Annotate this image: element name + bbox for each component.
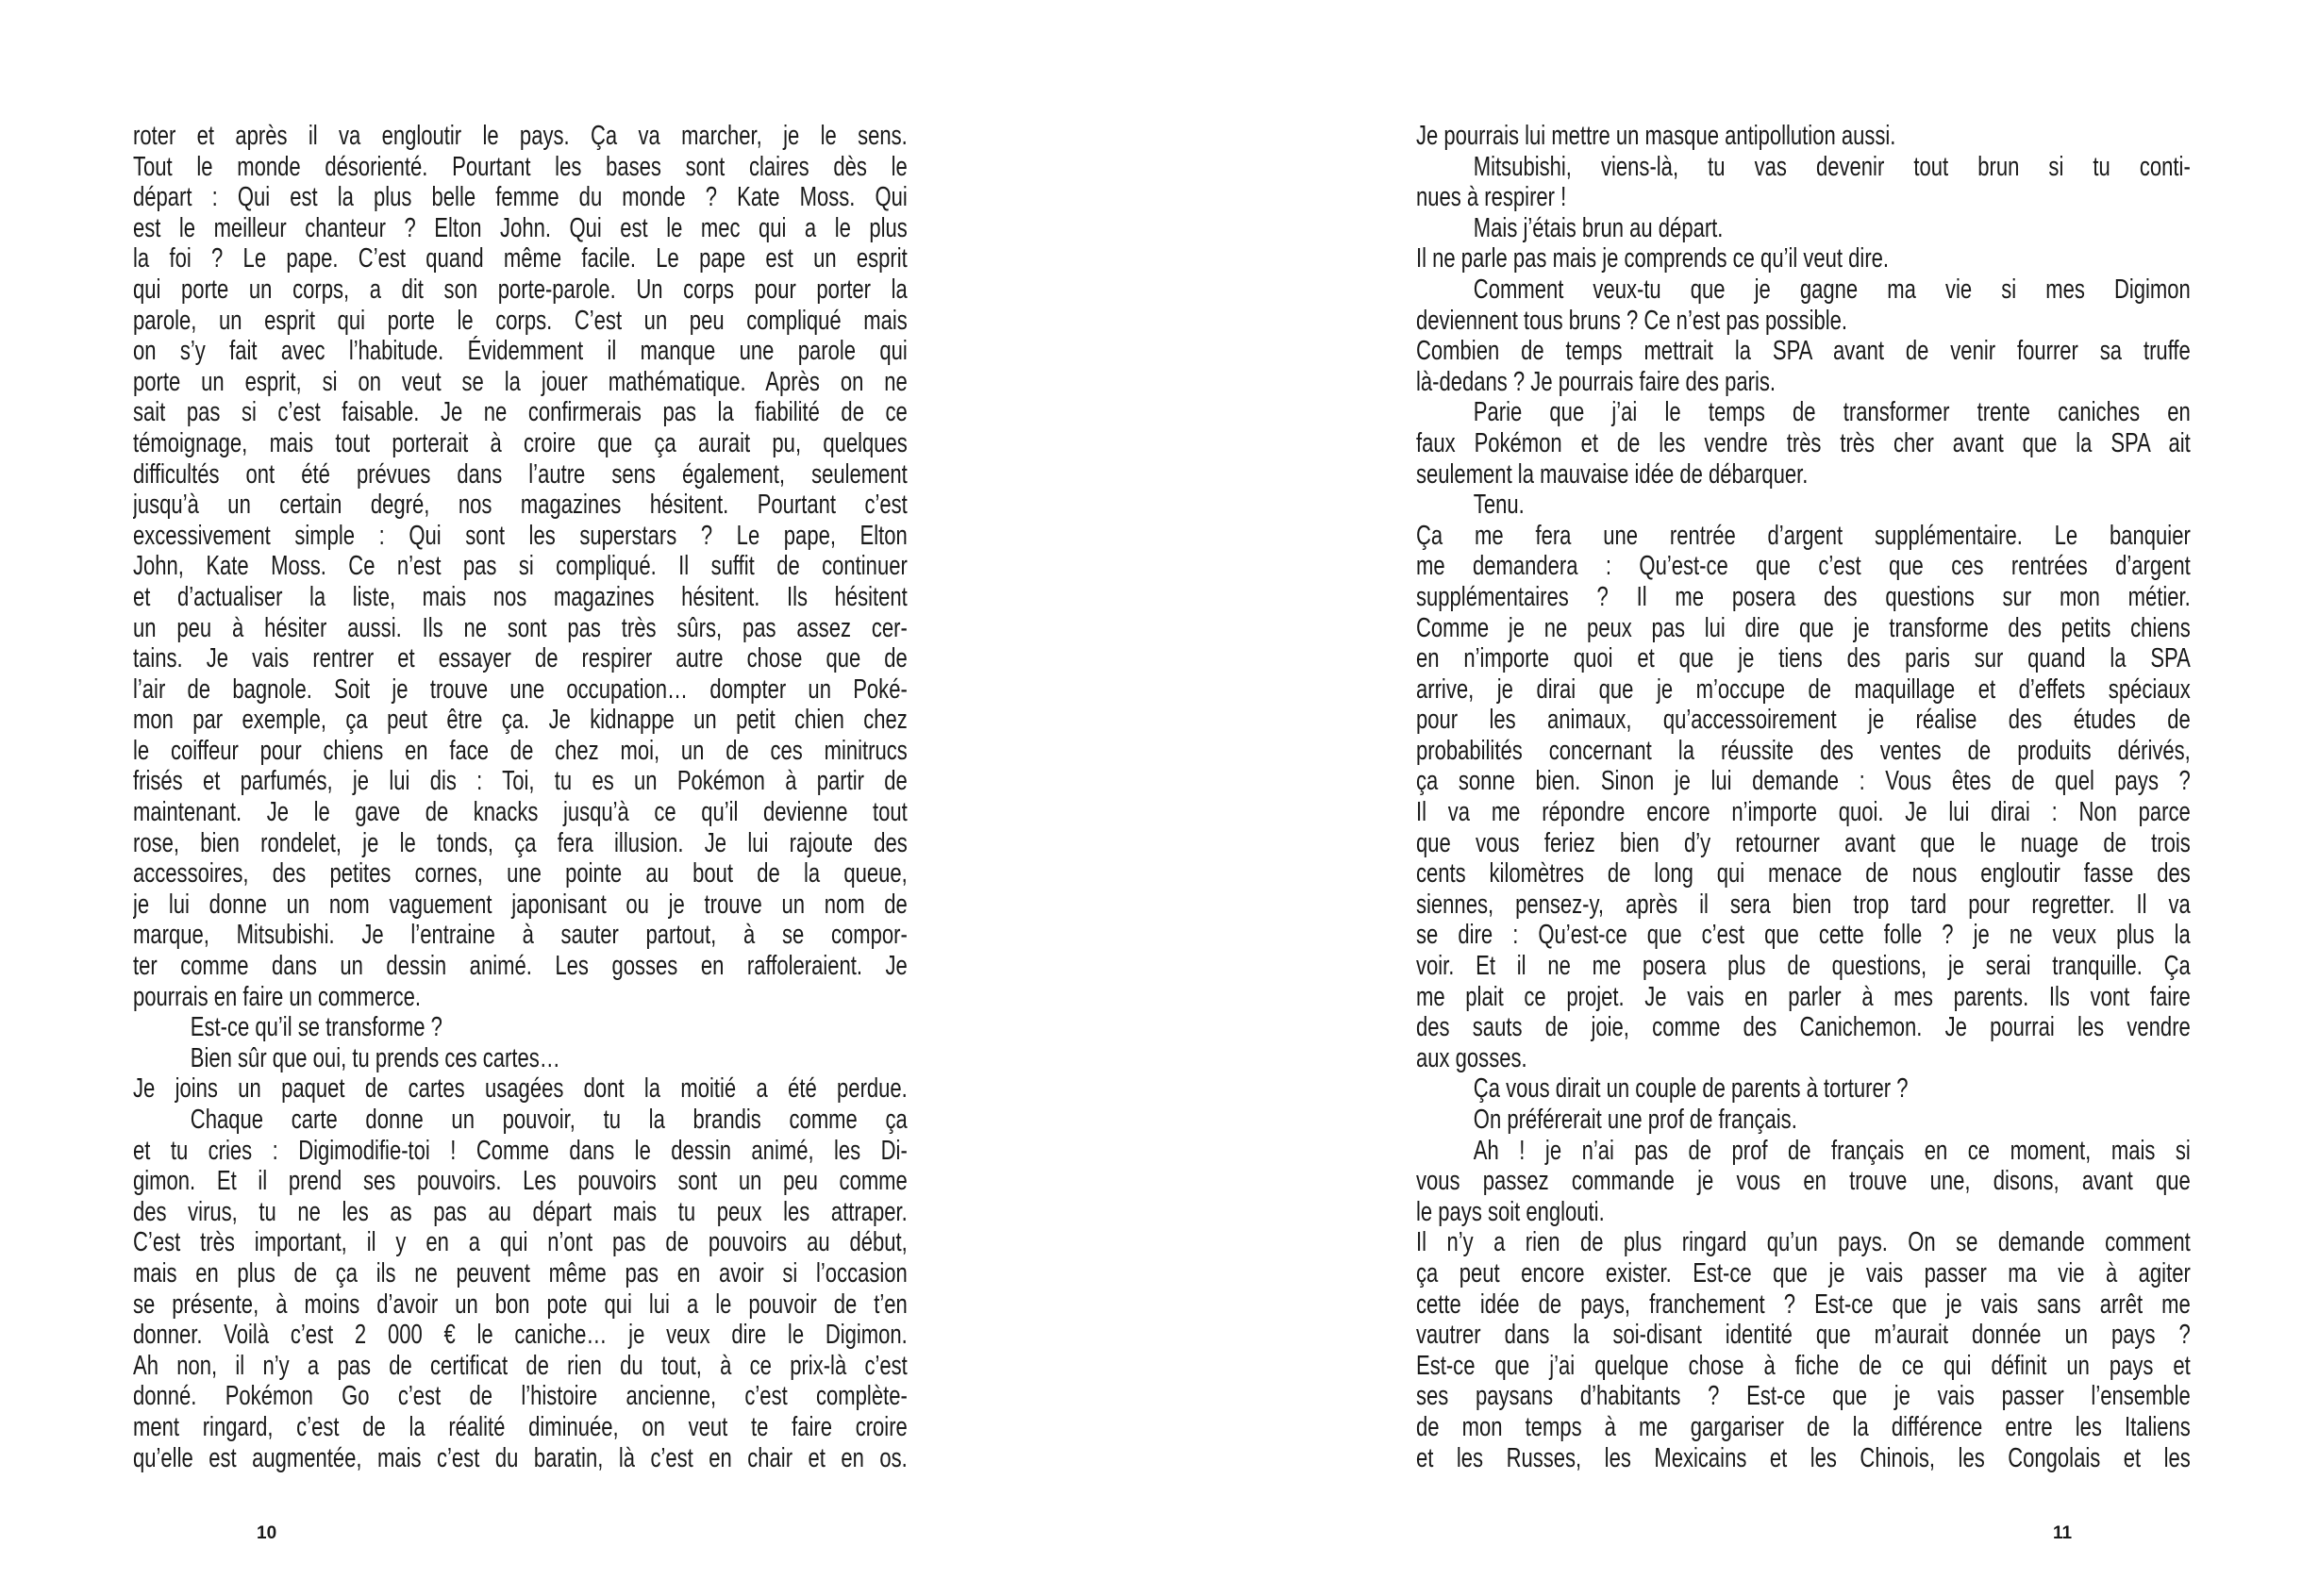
text-line: départ : Qui est la plus belle femme du monde ? Kate Moss. Qui: [133, 182, 908, 213]
text-line: Bien sûr que oui, tu prends ces cartes…: [190, 1042, 560, 1073]
text-line: Combien de temps mettrait la SPA avant de venir fourrer sa truffe: [1416, 336, 2191, 367]
text-line: se présente, à moins d’avoir un bon pote qui lui a le pouvoir de t’en: [133, 1288, 908, 1320]
text-line: voir. Et il ne me posera plus de questions, je serai tranquille. Ça: [1416, 951, 2191, 982]
text-line: le coiffeur pour chiens en face de chez moi, un de ces minitrucs: [133, 735, 908, 766]
text-line: Je pourrais lui mettre un masque antipollution aussi.: [1416, 121, 1896, 151]
text-line: deviennent tous bruns ? Ce n’est pas possible.: [1416, 305, 1848, 336]
text-line: frisés et parfumés, je lui dis : Toi, tu es un Pokémon à partir de: [133, 766, 908, 797]
text-line: me plait ce projet. Je vais en parler à mes parents. Ils vont faire: [1416, 981, 2191, 1012]
text-line: Mais j’étais brun au départ.: [1473, 212, 1724, 243]
text-line: Mitsubishi, viens-là, tu vas devenir tout brun si tu conti-: [1473, 151, 2191, 182]
text-line: Tout le monde désorienté. Pourtant les bases sont claires dès le: [133, 151, 908, 182]
text-line: Comme je ne peux pas lui dire que je transforme des petits chiens: [1416, 612, 2191, 643]
text-line: gimon. Et il prend ses pouvoirs. Les pouvoirs sont un peu comme: [133, 1166, 908, 1197]
text-line: des virus, tu ne les as pas au départ mais tu peux les attraper.: [133, 1196, 908, 1227]
text-line: ter comme dans un dessin animé. Les gosses en raffoleraient. Je: [133, 951, 908, 982]
text-line: C’est très important, il y en a qui n’ont pas de pouvoirs au début,: [133, 1227, 908, 1258]
page-number-right: 11: [2053, 1523, 2073, 1543]
text-line: Parie que j’ai le temps de transformer trente caniches en: [1473, 397, 2191, 428]
text-line: roter et après il va engloutir le pays. Ça va marcher, je le sens.: [133, 121, 908, 151]
page-number-left: 10: [257, 1523, 277, 1543]
text-line: Je joins un paquet de cartes usagées dont la moitié a été perdue.: [133, 1073, 908, 1105]
text-line: je lui donne un nom vaguement japonisant ou je trouve un nom de: [133, 889, 908, 920]
text-line: et d’actualiser la liste, mais nos magazines hésitent. Ils hésitent: [133, 581, 908, 612]
text-line: Il va me répondre encore n’importe quoi. Je lui dirai : Non parce: [1416, 797, 2191, 828]
text-line: probabilités concernant la réussite des ventes de produits dérivés,: [1416, 735, 2191, 766]
text-line: On préférerait une prof de français.: [1473, 1105, 1797, 1135]
text-line: là-dedans ? Je pourrais faire des paris.: [1416, 366, 1777, 397]
text-line: me demandera : Qu’est-ce que c’est que ces rentrées d’argent: [1416, 551, 2191, 582]
text-line: sait pas si c’est faisable. Je ne confirmerais pas la fiabilité de ce: [133, 397, 908, 428]
text-line: un peu à hésiter aussi. Ils ne sont pas très sûrs, pas assez cer-: [133, 612, 908, 643]
text-line: Ah ! je n’ai pas de prof de français en ce moment, mais si: [1473, 1135, 2191, 1166]
text-line: porte un esprit, si on veut se la jouer mathématique. Après on ne: [133, 366, 908, 397]
text-line: cents kilomètres de long qui menace de nous engloutir fasse des: [1416, 858, 2191, 889]
text-line: John, Kate Moss. Ce n’est pas si compliqué. Il suffit de continuer: [133, 551, 908, 582]
text-line: ses paysans d’habitants ? Est-ce que je vais passer l’ensemble: [1416, 1381, 2191, 1412]
left-page-text: [133, 121, 909, 1473]
text-line: Est-ce que j’ai quelque chose à fiche de ce qui définit un pays et: [1416, 1350, 2191, 1381]
text-line: on s’y fait avec l’habitude. Évidemment il manque une parole qui: [133, 336, 908, 367]
text-line: la foi ? Le pape. C’est quand même facile. Le pape est un esprit: [133, 243, 908, 274]
text-line: marque, Mitsubishi. Je l’entraine à sauter partout, à se compor-: [133, 920, 908, 951]
text-line: accessoires, des petites cornes, une pointe au bout de la queue,: [133, 858, 908, 889]
text-line: en n’importe quoi et que je tiens des paris sur quand la SPA: [1416, 643, 2191, 674]
text-line: témoignage, mais tout porterait à croire que ça aurait pu, quelques: [133, 427, 908, 458]
text-line: vous passez commande je vous en trouve une, disons, avant que: [1416, 1166, 2191, 1197]
text-line: mon par exemple, ça peut être ça. Je kidnappe un petit chien chez: [133, 705, 908, 736]
text-line: et tu cries : Digimodifie-toi ! Comme dans le dessin animé, les Di-: [133, 1135, 908, 1166]
text-line: arrive, je dirai que je m’occupe de maquillage et d’effets spéciaux: [1416, 673, 2191, 705]
text-line: difficultés ont été prévues dans l’autre sens également, seulement: [133, 458, 908, 490]
text-line: donné. Pokémon Go c’est de l’histoire ancienne, c’est complète-: [133, 1381, 908, 1412]
text-line: de mon temps à me gargariser de la différence entre les Italiens: [1416, 1411, 2191, 1442]
text-line: qui porte un corps, a dit son porte-parole. Un corps pour porter la: [133, 274, 908, 305]
text-line: Il n’y a rien de plus ringard qu’un pays. On se demande comment: [1416, 1227, 2191, 1258]
text-line: excessivement simple : Qui sont les superstars ? Le pape, Elton: [133, 520, 908, 551]
text-line: tains. Je vais rentrer et essayer de respirer autre chose que de: [133, 643, 908, 674]
text-line: maintenant. Je le gave de knacks jusqu’à ce qu’il devienne tout: [133, 797, 908, 828]
text-line: ça sonne bien. Sinon je lui demande : Vous êtes de quel pays ?: [1416, 766, 2191, 797]
text-line: siennes, pensez-y, après il sera bien trop tard pour regretter. Il va: [1416, 889, 2191, 920]
text-line: des sauts de joie, comme des Canichemon. Je pourrai les vendre: [1416, 1012, 2191, 1043]
text-line: qu’elle est augmentée, mais c’est du baratin, là c’est en chair et en os.: [133, 1442, 908, 1473]
text-line: l’air de bagnole. Soit je trouve une occupation… dompter un Poké-: [133, 673, 908, 705]
text-line: Il ne parle pas mais je comprends ce qu’il veut dire.: [1416, 243, 1890, 274]
text-line: Chaque carte donne un pouvoir, tu la brandis comme ça: [190, 1105, 908, 1135]
text-line: ça peut encore exister. Est-ce que je vais passer ma vie à agiter: [1416, 1257, 2191, 1288]
text-line: Ah non, il n’y a pas de certificat de rien du tout, à ce prix-là c’est: [133, 1350, 908, 1381]
right-page-text: [1416, 121, 2192, 1473]
text-line: est le meilleur chanteur ? Elton John. Qui est le mec qui a le plus: [133, 212, 908, 243]
text-line: pourrais en faire un commerce.: [133, 981, 422, 1012]
text-line: jusqu’à un certain degré, nos magazines hésitent. Pourtant c’est: [133, 490, 908, 521]
text-line: Ça me fera une rentrée d’argent supplémentaire. Le banquier: [1416, 520, 2191, 551]
text-line: rose, bien rondelet, je le tonds, ça fera illusion. Je lui rajoute des: [133, 827, 908, 858]
text-line: vautrer dans la soi-disant identité que m’aurait donnée un pays ?: [1416, 1320, 2191, 1351]
text-line: mais en plus de ça ils ne peuvent même pas en avoir si l’occasion: [133, 1257, 908, 1288]
text-line: Tenu.: [1473, 490, 1525, 521]
text-line: et les Russes, les Mexicains et les Chinois, les Congolais et les: [1416, 1442, 2191, 1473]
text-line: pour les animaux, qu’accessoirement je réalise des études de: [1416, 705, 2191, 736]
text-line: cette idée de pays, franchement ? Est-ce que je vais sans arrêt me: [1416, 1288, 2191, 1320]
text-line: Comment veux-tu que je gagne ma vie si mes Digimon: [1473, 274, 2191, 305]
text-line: donner. Voilà c’est 2 000 € le caniche… je veux dire le Digimon.: [133, 1320, 908, 1351]
text-line: faux Pokémon et de les vendre très très cher avant que la SPA ait: [1416, 427, 2191, 458]
text-line: supplémentaires ? Il me posera des questions sur mon métier.: [1416, 581, 2191, 612]
text-line: nues à respirer !: [1416, 182, 1567, 213]
text-line: le pays soit englouti.: [1416, 1196, 1605, 1227]
text-line: seulement la mauvaise idée de débarquer.: [1416, 458, 1809, 490]
text-line: aux gosses.: [1416, 1042, 1527, 1073]
text-line: Est-ce qu’il se transforme ?: [190, 1012, 442, 1043]
text-line: que vous feriez bien d’y retourner avant que le nuage de trois: [1416, 827, 2191, 858]
text-line: Ça vous dirait un couple de parents à torturer ?: [1473, 1073, 1909, 1105]
text-line: se dire : Qu’est-ce que c’est que cette folle ? je ne veux plus la: [1416, 920, 2191, 951]
text-line: ment ringard, c’est de la réalité diminuée, on veut te faire croire: [133, 1411, 908, 1442]
text-line: parole, un esprit qui porte le corps. C’est un peu compliqué mais: [133, 305, 908, 336]
